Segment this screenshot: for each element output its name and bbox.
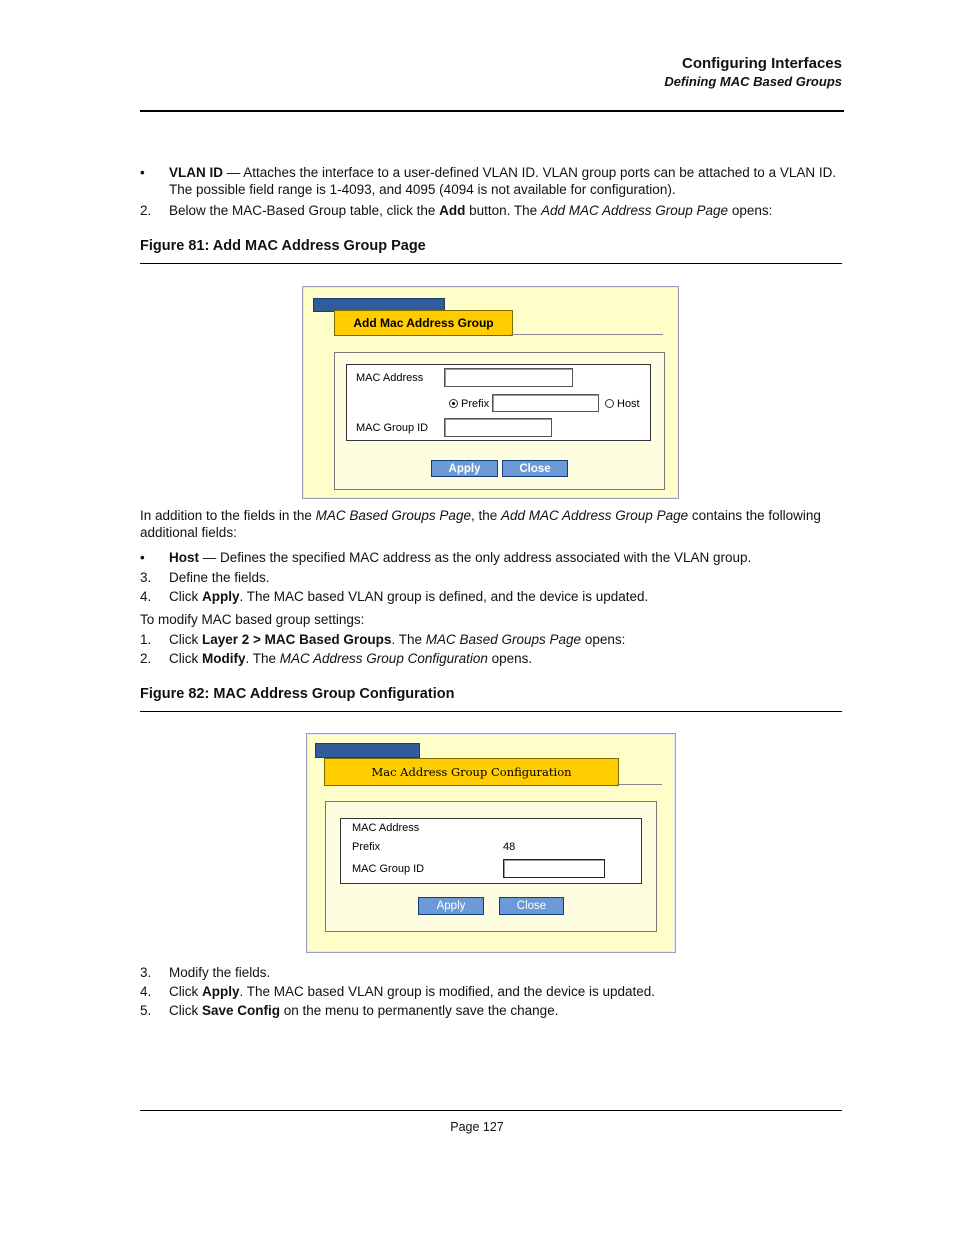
prefix-value: 48 — [503, 841, 516, 853]
para-text: In addition to the fields in the — [140, 508, 316, 523]
mac-group-id-label: MAC Group ID — [352, 863, 425, 875]
step-keyword: Modify — [202, 651, 246, 666]
modify-intro: To modify MAC based group settings: — [140, 612, 365, 627]
panel-tab-title: Mac Address Group Configuration — [324, 758, 619, 786]
step-text: Click — [169, 589, 202, 604]
step-number: 1. — [140, 632, 152, 647]
mac-group-config-panel — [306, 733, 676, 953]
step-keyword: Add — [439, 203, 466, 218]
step-keyword: Save Config — [202, 1003, 281, 1018]
vlan-id-term: VLAN ID — [169, 165, 223, 180]
mac-address-label: MAC Address — [356, 372, 424, 384]
mac-group-id-input[interactable] — [444, 418, 552, 437]
step-number: 4. — [140, 589, 152, 604]
step-text: . The — [245, 651, 280, 666]
step-text: opens. — [487, 651, 533, 666]
add-mac-group-panel — [302, 286, 679, 499]
step-text: opens: — [581, 632, 626, 647]
step-text: Define the fields. — [169, 570, 270, 585]
page-ref: MAC Based Groups Page — [315, 508, 471, 523]
step-page-ref: Add MAC Address Group Page — [540, 203, 729, 218]
step-text: . The MAC based VLAN group is modified, and the device is updated. — [239, 984, 656, 999]
host-radio[interactable] — [605, 399, 614, 408]
step-keyword: Layer 2 > MAC Based Groups — [202, 632, 392, 647]
panel-tab-title: Add Mac Address Group — [334, 310, 513, 336]
form-fields-box — [340, 818, 642, 884]
end-step-5 — [140, 1002, 842, 1019]
additional-fields-paragraph — [140, 507, 842, 541]
close-button[interactable]: Close — [499, 897, 564, 915]
panel-tab-rule — [511, 334, 663, 335]
step-text: Click — [169, 984, 202, 999]
figure-81-caption: Figure 81: Add MAC Address Group Page — [140, 238, 426, 254]
apply-button[interactable]: Apply — [431, 460, 498, 477]
mac-address-label: MAC Address — [352, 822, 420, 834]
step-text: Modify the fields. — [169, 965, 271, 980]
step-text: on the menu to permanently save the change. — [280, 1003, 559, 1018]
step-text: button. The — [465, 203, 541, 218]
prefix-radio[interactable] — [449, 399, 458, 408]
step-4-apply — [140, 588, 842, 605]
figure-82-caption: Figure 82: MAC Address Group Configuration — [140, 686, 455, 702]
step-text: Click — [169, 651, 202, 666]
page-ref: MAC Address Group Configuration — [279, 651, 488, 666]
step-text: opens: — [728, 203, 773, 218]
footer-rule — [140, 1110, 842, 1111]
form-group — [334, 352, 665, 490]
step-keyword: Apply — [202, 589, 240, 604]
step-text: Below the MAC-Based Group table, click the — [169, 203, 440, 218]
form-fields-box — [346, 364, 651, 441]
step-2-add — [140, 202, 842, 219]
figure-82-rule — [140, 711, 842, 712]
vlan-id-desc: — Attaches the interface to a user-defined VLAN ID. VLAN group ports can be attached to a VLAN ID. The possible field range is 1-4093, and 4095 (4094 is not available for configuration). — [169, 165, 837, 197]
mac-group-id-input[interactable] — [503, 859, 605, 878]
host-label: Host — [617, 398, 640, 410]
para-text: , the — [470, 508, 501, 523]
bullet-mark: • — [140, 165, 145, 180]
page-ref: MAC Based Groups Page — [425, 632, 582, 647]
step-number: 5. — [140, 1003, 152, 1018]
step-text: Click — [169, 632, 202, 647]
panel-tab-rule — [617, 784, 662, 785]
step-text: . The — [391, 632, 426, 647]
step-number: 2. — [140, 651, 152, 666]
modify-step-2 — [140, 650, 842, 667]
mac-address-input[interactable] — [444, 368, 573, 387]
step-3-define — [140, 569, 842, 586]
page-ref: Add MAC Address Group Page — [501, 508, 689, 523]
host-term: Host — [169, 550, 199, 565]
panel-tab-dark — [315, 743, 420, 758]
page-header-title: Configuring Interfaces — [681, 55, 842, 72]
step-text: Click — [169, 1003, 202, 1018]
figure-81-rule — [140, 263, 842, 264]
modify-step-1 — [140, 631, 842, 648]
step-text: . The MAC based VLAN group is defined, and the device is updated. — [239, 589, 649, 604]
end-step-4 — [140, 983, 842, 1000]
apply-button[interactable]: Apply — [418, 897, 484, 915]
form-group — [325, 801, 657, 932]
bullet-mark: • — [140, 550, 145, 565]
para-text: contains the following additional fields: — [140, 508, 821, 540]
mac-group-id-label: MAC Group ID — [356, 422, 429, 434]
vlan-id-bullet-item — [140, 164, 842, 198]
close-button[interactable]: Close — [502, 460, 568, 477]
end-step-3 — [140, 964, 842, 981]
prefix-label: Prefix — [352, 841, 381, 853]
step-number: 4. — [140, 984, 152, 999]
header-rule — [140, 110, 844, 112]
step-number: 3. — [140, 570, 152, 585]
page-number: Page 127 — [450, 1120, 504, 1134]
host-desc: — Defines the specified MAC address as the only address associated with the VLAN group. — [199, 550, 752, 565]
step-number: 3. — [140, 965, 152, 980]
step-number: 2. — [140, 203, 152, 218]
host-bullet-item — [140, 549, 842, 566]
step-keyword: Apply — [202, 984, 240, 999]
page-header-subtitle: Defining MAC Based Groups — [664, 74, 842, 89]
prefix-label: Prefix — [461, 398, 490, 410]
prefix-input[interactable] — [492, 394, 599, 412]
